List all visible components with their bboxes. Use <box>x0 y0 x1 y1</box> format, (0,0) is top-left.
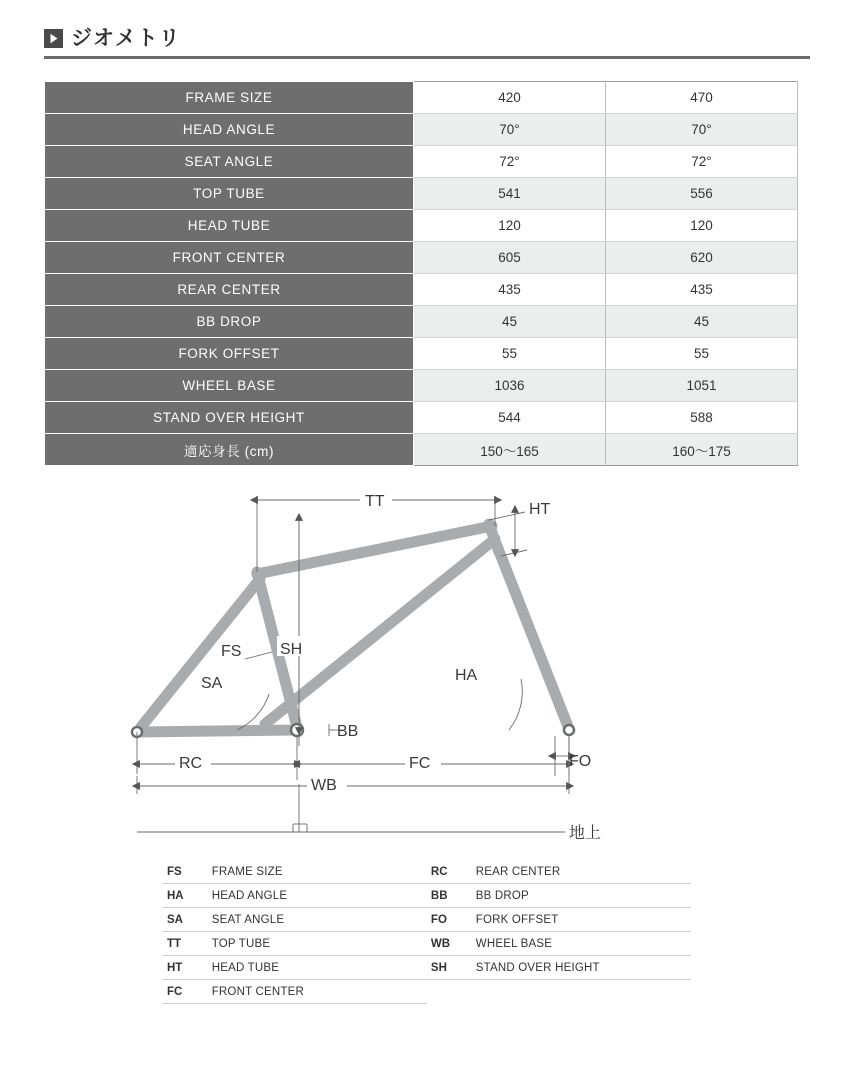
label-fo: FO <box>569 753 592 770</box>
legend-desc: FRONT CENTER <box>210 980 427 1004</box>
row-value-size1: 605 <box>414 242 606 274</box>
row-label: FRONT CENTER <box>45 242 414 274</box>
table-row <box>45 210 798 242</box>
legend-desc: HEAD ANGLE <box>210 884 427 908</box>
row-value-size2: 45 <box>606 306 798 338</box>
row-value-size2: 1051 <box>606 370 798 402</box>
label-fs: FS <box>221 643 242 660</box>
legend-abbr: SA <box>163 908 210 932</box>
row-value-size1: 544 <box>414 402 606 434</box>
row-label: SEAT ANGLE <box>45 146 414 178</box>
row-value-size1: 72° <box>414 146 606 178</box>
page-header <box>0 0 854 59</box>
row-value-size1: 435 <box>414 274 606 306</box>
label-ht: HT <box>529 501 551 518</box>
legend-row <box>163 884 691 908</box>
table-row <box>45 274 798 306</box>
row-label: HEAD TUBE <box>45 210 414 242</box>
label-rc: RC <box>179 755 203 772</box>
legend-abbr: WB <box>427 932 474 956</box>
row-value-size2: 160〜175 <box>606 434 798 466</box>
legend-abbr: TT <box>163 932 210 956</box>
legend-abbr: FO <box>427 908 474 932</box>
label-fc: FC <box>409 755 431 772</box>
label-tt: TT <box>365 493 385 510</box>
row-label: STAND OVER HEIGHT <box>45 402 414 434</box>
row-label: WHEEL BASE <box>45 370 414 402</box>
legend-desc: SEAT ANGLE <box>210 908 427 932</box>
row-value-size1: 420 <box>414 82 606 114</box>
table-row <box>45 306 798 338</box>
table-row <box>45 402 798 434</box>
row-value-size1: 120 <box>414 210 606 242</box>
row-value-size1: 55 <box>414 338 606 370</box>
row-value-size2: 620 <box>606 242 798 274</box>
legend-abbr <box>427 980 474 1004</box>
play-triangle-icon <box>44 29 63 48</box>
label-bb: BB <box>337 723 359 740</box>
row-label: REAR CENTER <box>45 274 414 306</box>
legend-abbr: BB <box>427 884 474 908</box>
row-value-size2: 72° <box>606 146 798 178</box>
row-value-size1: 541 <box>414 178 606 210</box>
legend-desc: BB DROP <box>474 884 691 908</box>
legend-abbr: HT <box>163 956 210 980</box>
legend-desc: STAND OVER HEIGHT <box>474 956 691 980</box>
label-wb: WB <box>311 777 337 794</box>
row-value-size2: 120 <box>606 210 798 242</box>
legend-abbr: RC <box>427 860 474 884</box>
row-label: 適応身長 (cm) <box>45 434 414 466</box>
table-row <box>45 178 798 210</box>
table-row <box>45 370 798 402</box>
row-label: HEAD ANGLE <box>45 114 414 146</box>
page-title: ジオメトリ <box>71 27 181 50</box>
legend-desc <box>474 980 691 1004</box>
table-row <box>45 114 798 146</box>
dimension-lines <box>137 496 569 832</box>
legend-row <box>163 932 691 956</box>
row-label: FRAME SIZE <box>45 82 414 114</box>
legend-desc: TOP TUBE <box>210 932 427 956</box>
row-value-size2: 556 <box>606 178 798 210</box>
row-label: FORK OFFSET <box>45 338 414 370</box>
section-heading <box>44 28 810 59</box>
legend-desc: WHEEL BASE <box>474 932 691 956</box>
table-row <box>45 82 798 114</box>
row-value-size1: 1036 <box>414 370 606 402</box>
row-value-size1: 70° <box>414 114 606 146</box>
row-value-size2: 588 <box>606 402 798 434</box>
table-row <box>45 242 798 274</box>
row-value-size1: 150〜165 <box>414 434 606 466</box>
legend-row <box>163 956 691 980</box>
table-row <box>45 338 798 370</box>
table-row <box>45 434 798 466</box>
label-sh: SH <box>280 641 303 658</box>
row-value-size1: 45 <box>414 306 606 338</box>
row-value-size2: 55 <box>606 338 798 370</box>
legend-abbr: HA <box>163 884 210 908</box>
label-ha: HA <box>455 667 478 684</box>
legend-desc: FORK OFFSET <box>474 908 691 932</box>
bike-frame-svg <box>117 484 737 854</box>
frame-geometry-diagram <box>0 466 854 854</box>
row-value-size2: 470 <box>606 82 798 114</box>
row-label: BB DROP <box>45 306 414 338</box>
legend-abbr: FC <box>163 980 210 1004</box>
geometry-table-container <box>0 59 854 466</box>
row-label: TOP TUBE <box>45 178 414 210</box>
label-ground: 地上 <box>569 825 602 842</box>
legend-desc: FRAME SIZE <box>210 860 427 884</box>
geometry-table <box>44 81 798 466</box>
legend-row <box>163 860 691 884</box>
legend-desc: HEAD TUBE <box>210 956 427 980</box>
legend-abbr: SH <box>427 956 474 980</box>
table-row <box>45 146 798 178</box>
legend-row <box>163 908 691 932</box>
row-value-size2: 70° <box>606 114 798 146</box>
row-value-size2: 435 <box>606 274 798 306</box>
legend-container <box>0 854 854 1004</box>
legend-abbr: FS <box>163 860 210 884</box>
legend-row <box>163 980 691 1004</box>
legend-desc: REAR CENTER <box>474 860 691 884</box>
label-sa: SA <box>201 675 223 692</box>
abbreviation-legend <box>163 860 691 1004</box>
